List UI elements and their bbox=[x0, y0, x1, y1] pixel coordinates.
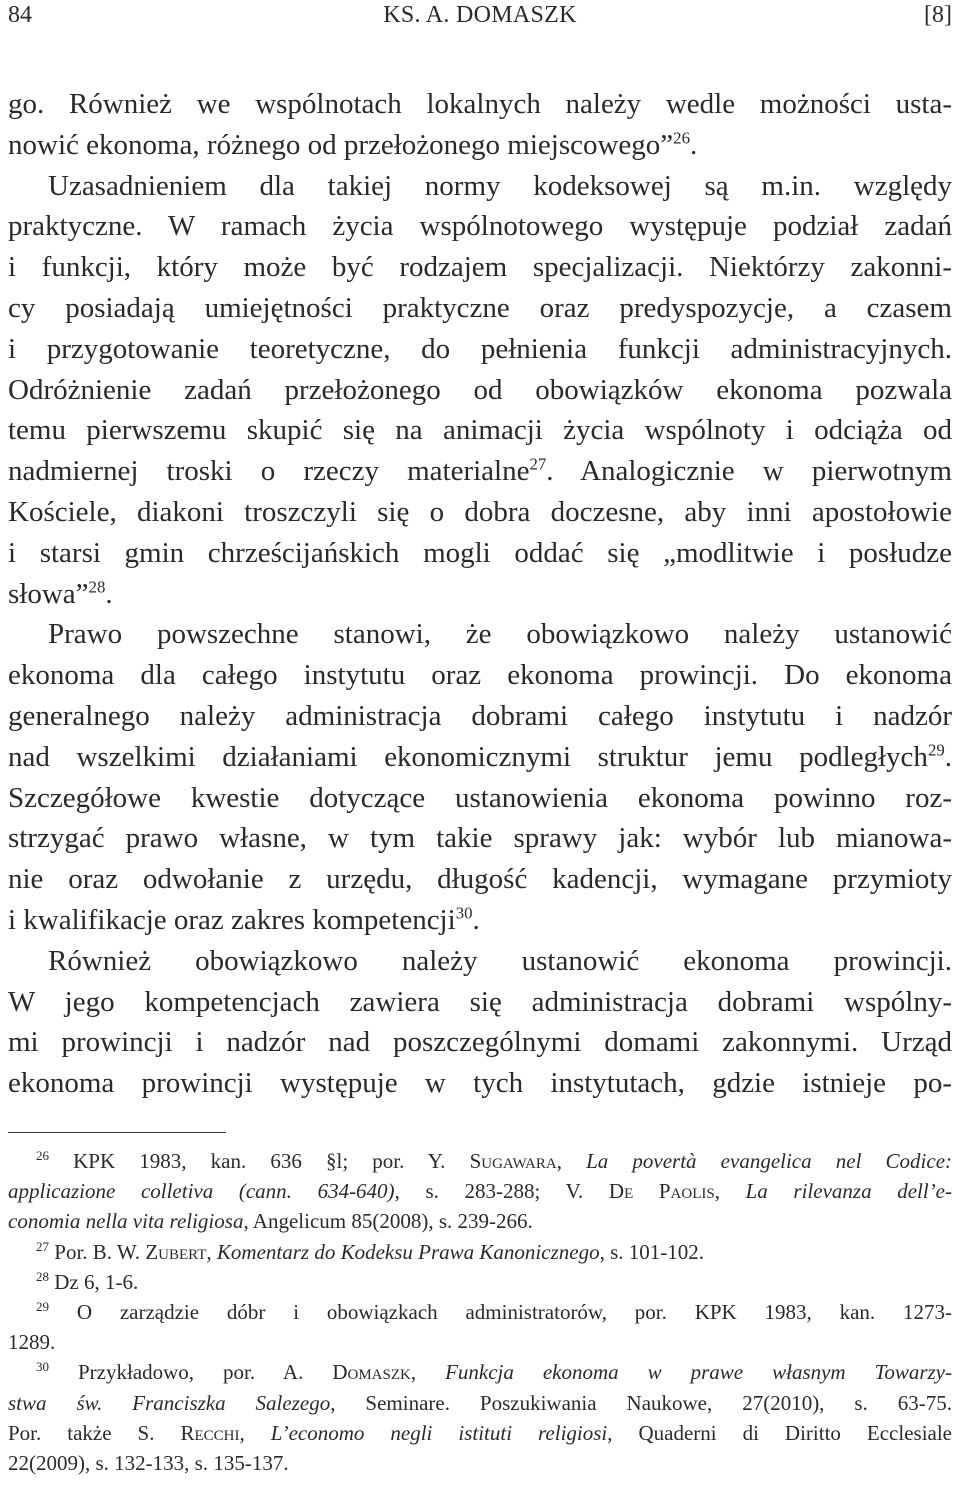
footnote-27: $^{27}$ Por. B. W. Zubert, Komentarz do Kodeksu Prawa Kanonicznego, s. 101-102. bbox=[36, 1238, 704, 1264]
footnote-number: 27 bbox=[36, 1238, 50, 1254]
author-name: Recchi bbox=[180, 1420, 240, 1445]
page-header bbox=[8, 0, 952, 34]
footnote-26: $^{26}$ KPK 1983, kan. 636 §l; por. Y. Sugawara, La povertà evangelica nel Codice: bbox=[36, 1148, 953, 1173]
text-line: Prawo powszechne stanowi, że obowiązkowo należy ustanowić bbox=[48, 618, 952, 651]
text-line: i przygotowanie teoretyczne, do pełnienia funkcji administracyjnych. bbox=[8, 332, 952, 365]
footnote-separator bbox=[8, 1132, 226, 1133]
footnote-line: conomia nella vita religiosa, Angelicum 85(2008), s. 239-266. bbox=[8, 1209, 533, 1234]
text-line: go. Również we wspólnotach lokalnych należy wedle możności usta- bbox=[8, 88, 952, 120]
author-name: Sugawara bbox=[469, 1149, 557, 1173]
text-line: W jego kompetencjach zawiera się administracja dobrami wspólny- bbox=[8, 985, 952, 1018]
work-title: Funkcja ekonoma w prawe własnym Towarzy- bbox=[445, 1360, 952, 1385]
footnote-28: $^{28}$ Dz 6, 1-6. bbox=[36, 1268, 139, 1294]
footnote-line: stwa św. Franciszka Salezego, Seminare. Poszukiwania Naukowe, 27(2010), s. 63-75. bbox=[8, 1390, 953, 1415]
footnotes bbox=[8, 1146, 952, 1478]
work-title: Komentarz do Kodeksu Prawa Kanonicznego bbox=[216, 1239, 600, 1264]
footnote-line: Por. także S. Recchi, L’economo negli istituti religiosi, Quaderni di Diritto Ecclesiale bbox=[8, 1420, 953, 1445]
text-line: i kwalifikacje oraz zakres kompetencji$^{30}$. bbox=[8, 903, 480, 936]
footnote-number: 28 bbox=[36, 1268, 50, 1284]
footnote-ref: 30 bbox=[455, 903, 473, 923]
section-number: [8] bbox=[924, 2, 952, 28]
text-line: praktyczne. W ramach życia wspólnotowego występuje podział zadań bbox=[8, 210, 952, 243]
work-title: stwa św. Franciszka Salezego bbox=[8, 1390, 331, 1415]
text-line: Również obowiązkowo należy ustanowić ekonoma prowincji. bbox=[48, 944, 952, 977]
text-line: temu pierwszemu skupić się na animacji życia wspólnoty i odciąża od bbox=[8, 414, 952, 447]
text-line: Uzasadnieniem dla takiej normy kodeksowej są m.in. względy bbox=[48, 169, 952, 202]
author-name: Zubert bbox=[145, 1239, 207, 1264]
text-line: nadmiernej troski o rzeczy materialne$^{27}$. Analogicznie w pierwotnym bbox=[8, 454, 952, 488]
text-line: mi prowincji i nadzór nad poszczególnymi domami zakonnymi. Urząd bbox=[8, 1026, 952, 1059]
text-line: słowa”$^{28}$. bbox=[8, 576, 113, 610]
text-line: nowić ekonoma, różnego od przełożonego miejscowego”$^{26}$. bbox=[8, 128, 698, 161]
footnote-ref: 26 bbox=[673, 128, 690, 148]
work-title: La povertà evangelica nel Codice: bbox=[586, 1149, 953, 1173]
text-line: strzygać prawo własne, w tym takie sprawy jak: wybór lub mianowa- bbox=[8, 822, 952, 855]
running-head: KS. A. DOMASZK bbox=[383, 2, 577, 28]
author-name: Domaszk bbox=[332, 1360, 411, 1385]
footnote-number: 26 bbox=[36, 1148, 50, 1163]
footnote-30: $^{30}$ Przykładowo, por. A. Domaszk, Funkcja ekonoma w prawe własnym Towarzy- bbox=[36, 1359, 952, 1385]
text-line: Odróżnienie zadań przełożonego od obowiązków ekonoma pozwala bbox=[8, 373, 952, 406]
footnote-number: 29 bbox=[36, 1298, 50, 1314]
text-line: i funkcji, który może być rodzajem specjalizacji. Niektórzy zakonni- bbox=[8, 251, 952, 284]
text-line: ekonoma dla całego instytutu oraz ekonoma prowincji. Do ekonoma bbox=[8, 659, 952, 692]
text-line: ekonoma prowincji występuje w tych instytutach, gdzie istnieje po- bbox=[8, 1067, 952, 1100]
author-name: De Paolis bbox=[608, 1179, 715, 1204]
footnote-line: 22(2009), s. 132-133, s. 135-137. bbox=[8, 1450, 289, 1475]
work-title: L’economo negli istituti religiosi bbox=[270, 1420, 608, 1445]
work-title: applicazione colletiva (cann. 634-640) bbox=[8, 1179, 395, 1204]
footnote-line: 1289. bbox=[8, 1330, 56, 1355]
text-line: i starsi gmin chrześcijańskich mogli oddać się „modlitwie i posłudze bbox=[8, 536, 952, 569]
footnote-29: $^{29}$ O zarządzie dóbr i obowiązkach administratorów, por. KPK 1983, kan. 1273- bbox=[36, 1298, 952, 1324]
work-title: La rilevanza dell’e- bbox=[745, 1179, 952, 1204]
page-number: 84 bbox=[8, 2, 32, 28]
footnote-ref: 29 bbox=[927, 740, 945, 760]
footnote-line: applicazione colletiva (cann. 634-640), s. 283-288; V. De Paolis, La rilevanza dell’e- bbox=[8, 1179, 952, 1204]
text-line: nie oraz odwołanie z urzędu, długość kadencji, wymagane przymioty bbox=[8, 863, 952, 896]
body-text bbox=[8, 84, 952, 1104]
footnote-number: 30 bbox=[36, 1359, 50, 1375]
text-line: cy posiadają umiejętności praktyczne oraz predyspozycje, a czasem bbox=[8, 291, 952, 324]
text-line: generalnego należy administracja dobrami całego instytutu i nadzór bbox=[8, 699, 952, 732]
text-line: nad wszelkimi działaniami ekonomicznymi struktur jemu podległych$^{29}$. bbox=[8, 740, 952, 773]
text-line: Szczegółowe kwestie dotyczące ustanowienia ekonoma powinno roz- bbox=[8, 781, 952, 814]
footnote-ref: 28 bbox=[88, 576, 106, 596]
work-title: conomia nella vita religiosa bbox=[8, 1209, 244, 1234]
text-line: Kościele, diakoni troszczyli się o dobra doczesne, aby inni apostołowie bbox=[8, 495, 952, 528]
footnote-ref: 27 bbox=[529, 454, 547, 474]
